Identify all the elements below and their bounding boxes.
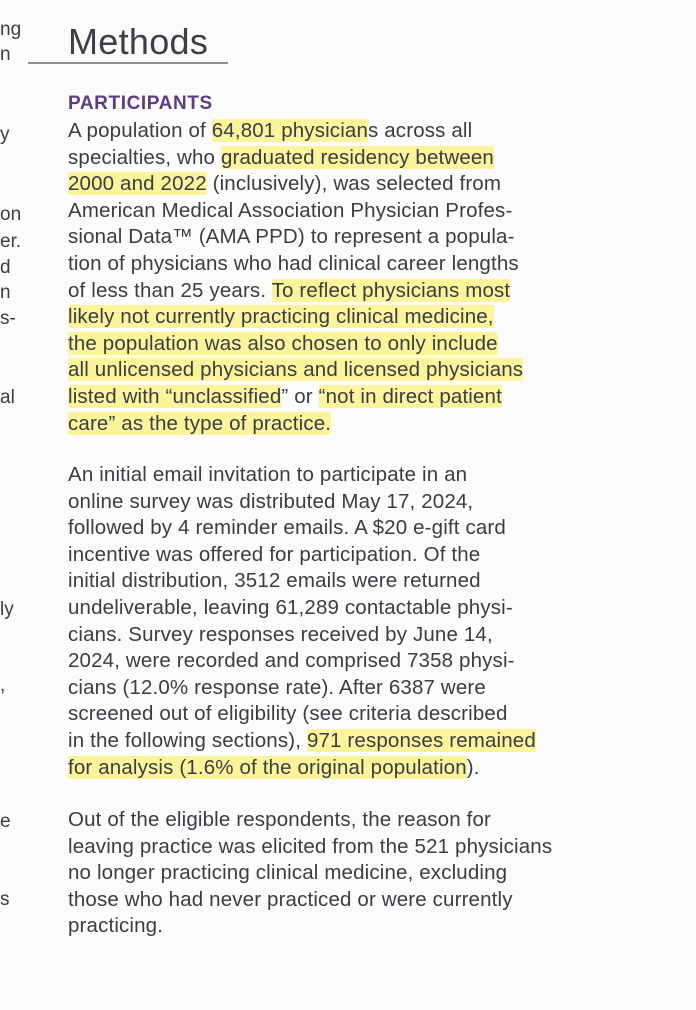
text-segment: of less than 25 years. [68,278,272,302]
left-fragment: ng [0,19,22,40]
text-segment: A population of [68,119,212,142]
highlighted-text: listed with “unclassified [68,384,282,408]
text-segment: ). [466,755,480,779]
highlighted-text: likely not currently practicing clinical medicine, [68,305,494,329]
left-fragment: ly [0,599,14,620]
text-line [68,278,678,305]
left-fragment: d [0,257,11,278]
text-line [68,171,678,198]
text-segment: initial distribution, 3512 emails were returned [68,569,481,593]
text-segment: in the following sections), [68,728,307,752]
text-line [68,807,678,834]
text-line [68,357,678,384]
text-segment: online survey was distributed May 17, 2024, [68,489,474,513]
text-segment: specialties, who [68,145,221,169]
text-line [68,462,678,489]
text-segment: incentive was offered for participation. Of the [68,542,481,566]
left-fragment: er. [0,231,22,252]
text-segment: 2024, were recorded and comprised 7358 physi- [68,649,515,673]
section-heading: Methods [68,21,209,62]
highlighted-text: all unlicensed physicians and licensed physicians [68,358,524,382]
text-line [68,568,678,595]
text-line [68,913,678,940]
text-line [68,728,678,755]
text-line [68,675,678,702]
text-segment: sional Data™ (AMA PPD) to represent a popula- [68,225,515,249]
left-fragment: on [0,204,22,225]
text-line [68,834,678,861]
text-line [68,145,678,172]
text-segment: cians (12.0% response rate). After 6387 were [68,675,486,699]
text-segment: ” or [281,384,319,408]
text-line [68,595,678,622]
highlighted-text: care” as the type of practice. [68,411,332,435]
text-line [68,755,678,782]
text-line [68,860,678,887]
left-fragment: n [0,282,11,303]
text-segment: followed by 4 reminder emails. A $20 e-gift card [68,516,506,540]
highlighted-text: 2000 and 2022 [68,172,207,196]
text-line [68,701,678,728]
left-fragment: y [0,124,10,145]
left-fragment: al [0,387,15,408]
text-line [68,411,678,438]
paragraph-participants [68,118,678,437]
left-fragment: , [0,675,6,696]
text-segment: screened out of eligibility (see criteria described [68,702,508,726]
text-line [68,224,678,251]
text-line [68,198,678,225]
highlighted-text: graduated residency between [220,145,494,169]
text-line [68,118,678,145]
paragraph-survey [68,462,678,781]
highlighted-text: To reflect physicians most [271,278,511,302]
text-segment: leaving practice was elicited from the 521 physicians [68,834,553,858]
text-segment: no longer practicing clinical medicine, excluding [68,861,508,885]
text-line [68,542,678,569]
heading-underline [28,62,228,64]
text-segment: undeliverable, leaving 61,289 contactable physi- [68,595,513,619]
text-line [68,648,678,675]
text-segment: s across all [368,119,473,142]
left-fragment: s [0,889,10,910]
text-line [68,384,678,411]
highlighted-text: “not in direct patient [318,384,502,408]
text-line [68,622,678,649]
text-line [68,489,678,516]
text-segment: (inclusively), was selected from [206,172,502,196]
text-line [68,331,678,358]
text-segment: those who had never practiced or were currently [68,887,513,911]
text-segment: American Medical Association Physician Profes- [68,198,513,222]
highlighted-text: 64,801 physician [211,119,369,142]
participants-subheading: PARTICIPANTS [68,93,213,114]
left-fragment: n [0,44,11,65]
text-segment: practicing. [68,914,164,938]
left-fragment: s- [0,308,16,329]
left-column-fragments [0,0,30,1010]
text-segment: Out of the eligible respondents, the reason for [68,808,492,831]
text-line [68,304,678,331]
highlighted-text: for analysis (1.6% of the original population [68,755,467,779]
highlighted-text: the population was also chosen to only include [68,331,498,355]
text-line [68,887,678,914]
paragraph-eligible [68,807,678,940]
text-segment: An initial email invitation to participate in an [68,463,468,486]
text-line [68,515,678,542]
left-fragment: e [0,811,11,832]
text-line [68,251,678,278]
text-segment: tion of physicians who had clinical career lengths [68,251,519,275]
text-segment: cians. Survey responses received by June 14, [68,622,493,646]
highlighted-text: 971 responses remained [306,728,536,752]
